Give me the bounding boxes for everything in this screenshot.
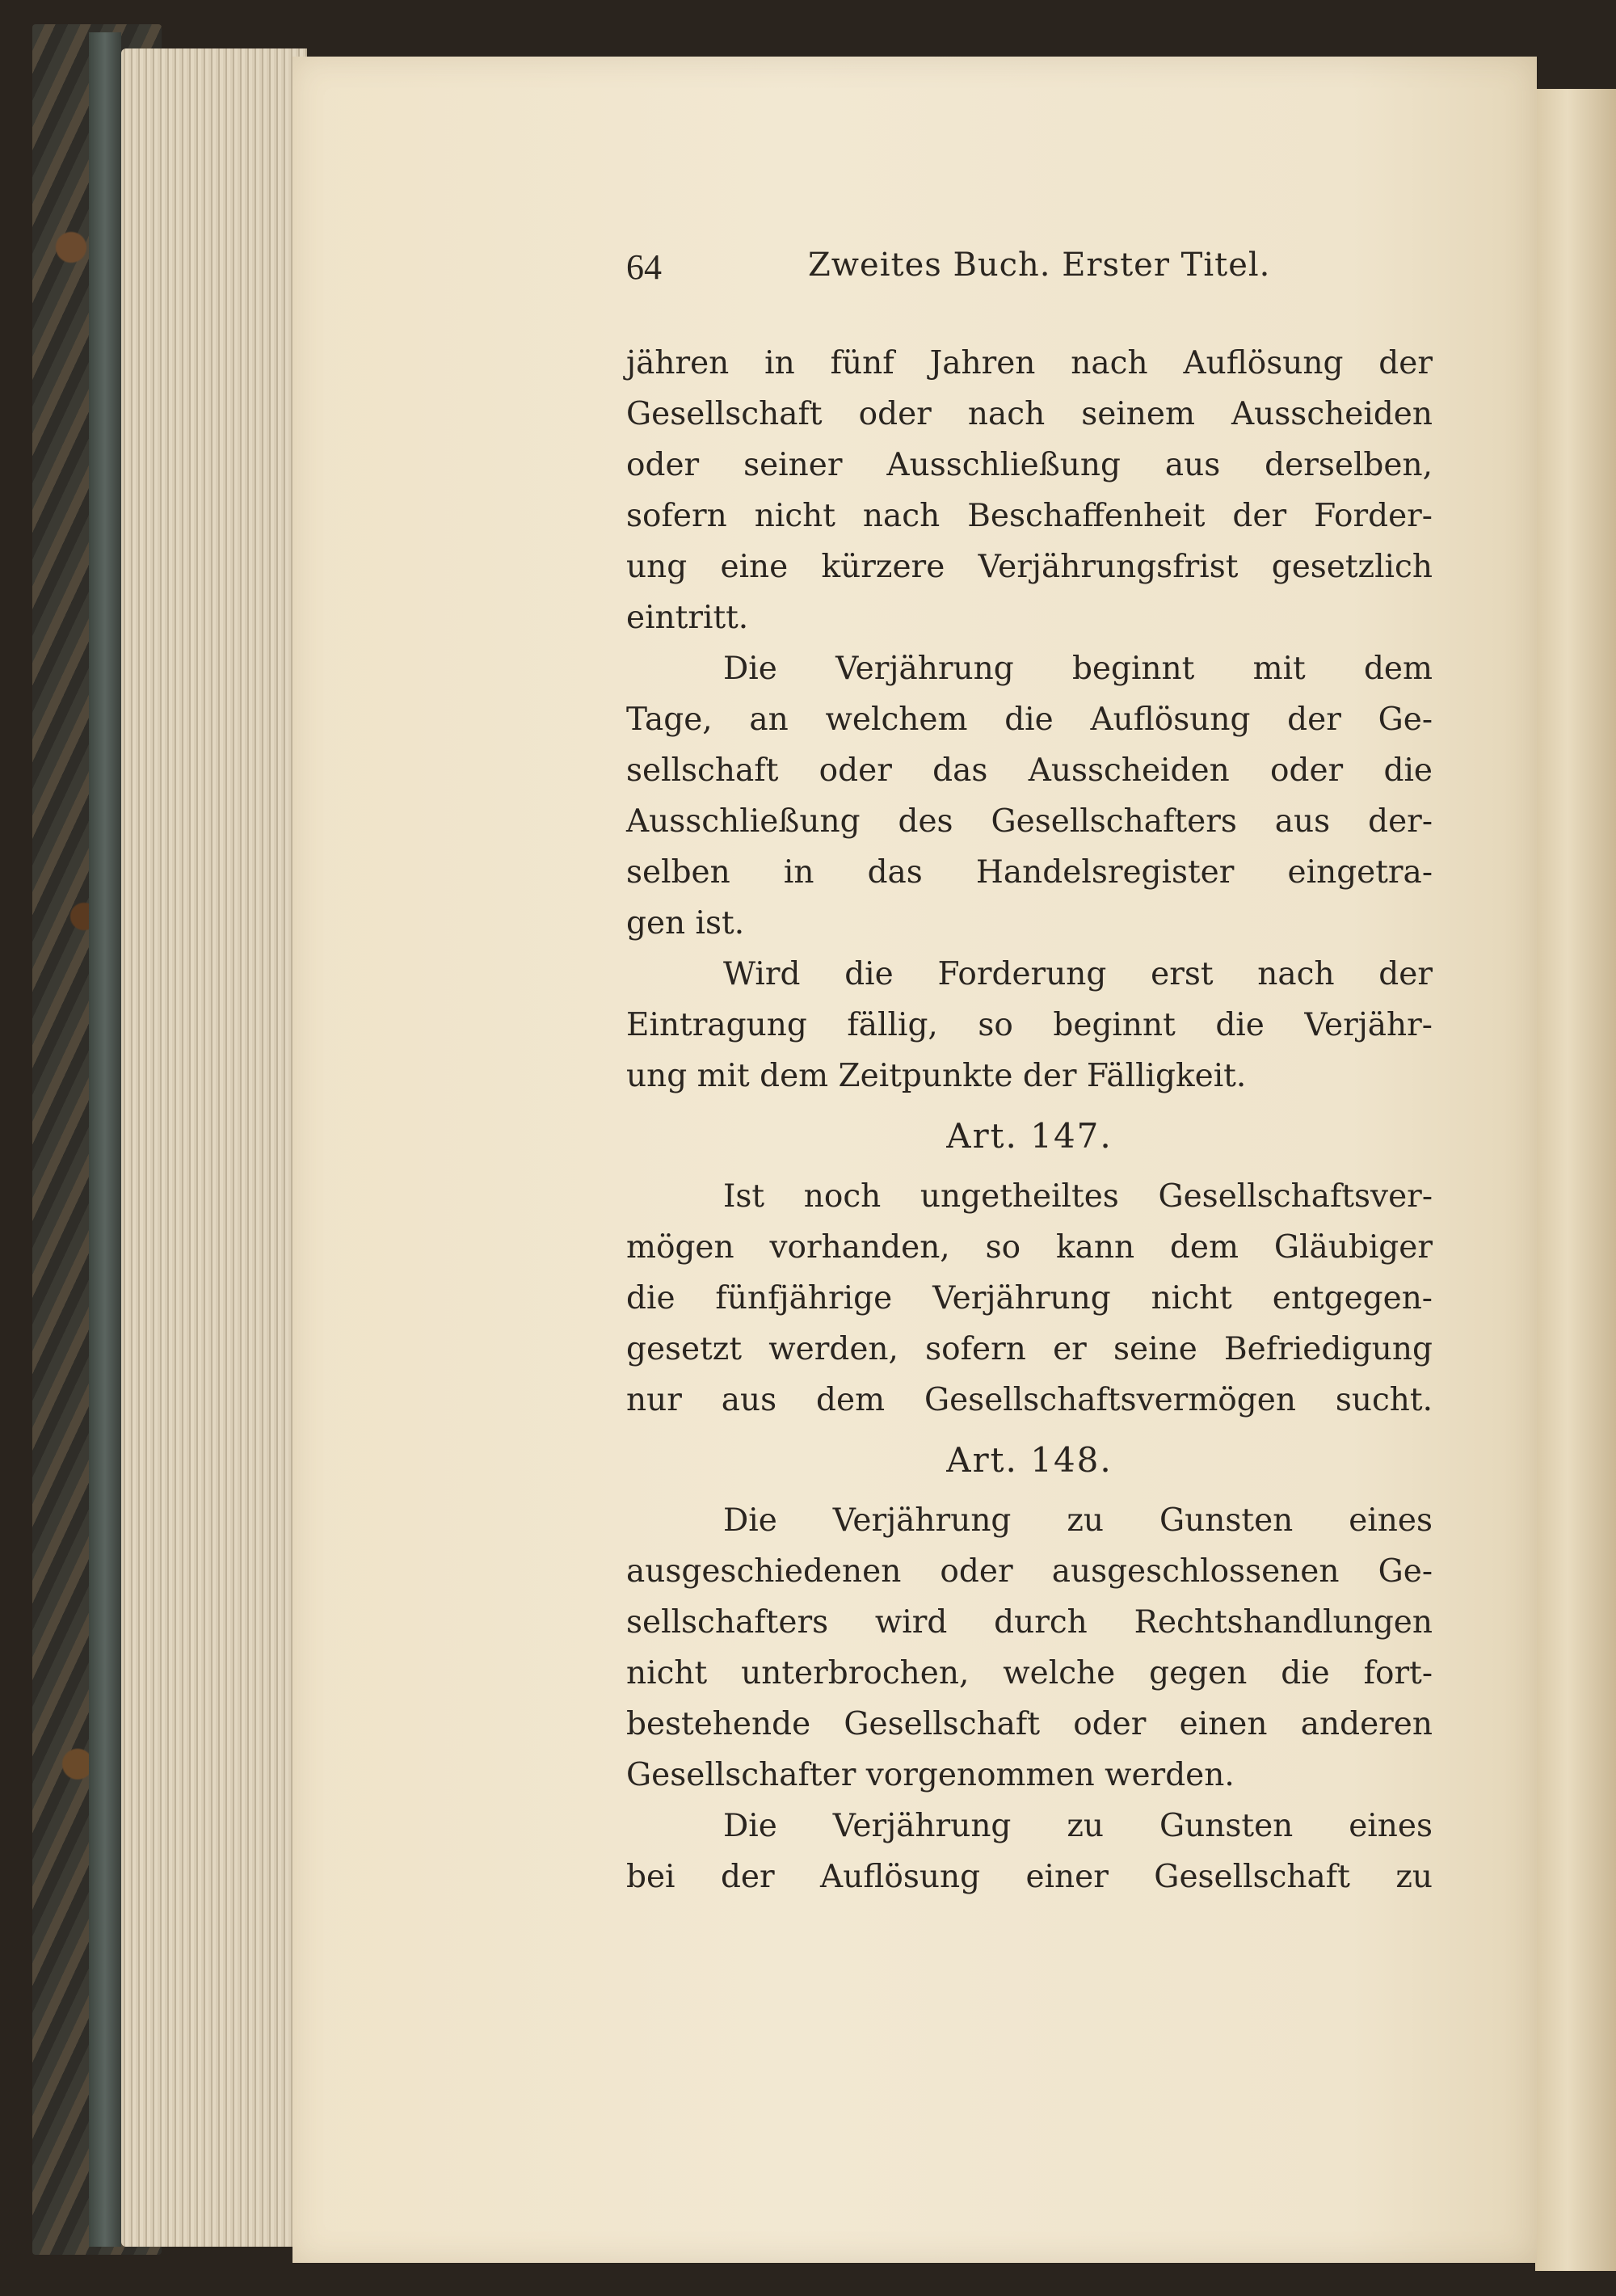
text-line: Die Verjährung zu Gunsten eines [723, 1502, 1433, 1539]
text-line: ausgeschiedenen oder ausgeschlossenen Ge- [626, 1553, 1433, 1590]
text-line: eintritt. [626, 600, 749, 636]
text-line: Ist noch ungetheiltes Gesellschaftsver- [723, 1178, 1433, 1215]
text-line: bestehende Gesellschaft oder einen anderen [626, 1706, 1433, 1742]
text-line: jähren in fünf Jahren nach Auflösung der [626, 345, 1433, 381]
facing-page-edge [1535, 89, 1616, 2271]
text-line: ung eine kürzere Verjährungsfrist gesetzlich [626, 549, 1433, 585]
text-line: sofern nicht nach Beschaffenheit der Forder- [626, 498, 1433, 534]
text-line: nicht unterbrochen, welche gegen die fort- [626, 1655, 1433, 1691]
text-line: gesetzt werden, sofern er seine Befriedigung [626, 1331, 1433, 1367]
article-heading: Art. 148. [946, 1440, 1113, 1480]
text-line: oder seiner Ausschließung aus derselben, [626, 447, 1433, 483]
text-line: Ausschließung des Gesellschafters aus der- [626, 803, 1433, 840]
text-line: Die Verjährung beginnt mit dem [723, 651, 1433, 687]
text-line: mögen vorhanden, so kann dem Gläubiger [626, 1229, 1433, 1266]
text-line: Tage, an welchem die Auflösung der Ge- [626, 701, 1433, 738]
page-number: 64 [626, 247, 662, 287]
page-stack-edges [121, 48, 307, 2247]
text-line: Wird die Forderung erst nach der [723, 956, 1433, 992]
text-line: gen ist. [626, 905, 745, 942]
text-line: Die Verjährung zu Gunsten eines [723, 1808, 1433, 1844]
text-line: bei der Auflösung einer Gesellschaft zu [626, 1859, 1433, 1895]
running-head-title: Zweites Buch. Erster Titel. [808, 246, 1271, 284]
text-line: Eintragung fällig, so beginnt die Verjähr- [626, 1007, 1433, 1043]
text-line: sellschaft oder das Ausscheiden oder die [626, 752, 1433, 789]
text-line: nur aus dem Gesellschaftsvermögen sucht. [626, 1382, 1433, 1418]
article-heading: Art. 147. [946, 1116, 1113, 1156]
running-head [626, 246, 1434, 295]
text-line: ung mit dem Zeitpunkte der Fälligkeit. [626, 1058, 1247, 1094]
text-line: selben in das Handelsregister eingetra- [626, 854, 1433, 891]
text-line: Gesellschaft oder nach seinem Ausscheiden [626, 396, 1433, 432]
text-line: Gesellschafter vorgenommen werden. [626, 1757, 1235, 1793]
text-line: die fünfjährige Verjährung nicht entgegen- [626, 1280, 1433, 1317]
cover-spine-edge [89, 32, 121, 2247]
text-line: sellschafters wird durch Rechtshandlungen [626, 1604, 1433, 1641]
page-text [626, 338, 1433, 1902]
